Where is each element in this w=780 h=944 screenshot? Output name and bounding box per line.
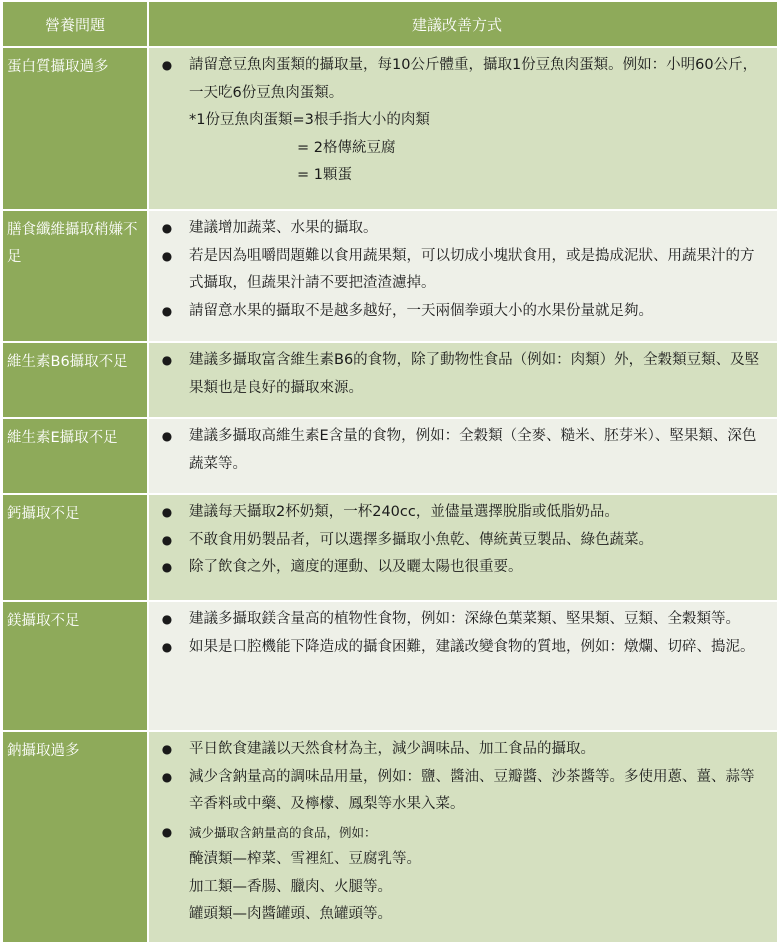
- advice-text: 平日飲食建議以天然食材為主，減少調味品、加工食品的攝取。: [189, 741, 595, 757]
- problem-cell: 鈉攝取過多: [3, 732, 149, 942]
- header-advice: 建議改善方式: [411, 16, 502, 35]
- advice-text: 減少含鈉量高的調味品用量，例如：鹽、醬油、豆瓣醬、沙茶醬等。多使用蔥、薑、蒜等辛香料或中藥、及檸檬、鳳梨等水果入菜。: [189, 768, 755, 812]
- list-item: [149, 634, 765, 662]
- note-line: = 2格傳統豆腐: [297, 139, 396, 156]
- sub-item: 加工類—香腸、臘肉、火腿等。: [189, 878, 392, 895]
- advice-cell: [149, 732, 777, 942]
- list-item: [149, 499, 765, 527]
- bullet-icon: ●: [161, 612, 173, 626]
- bullet-icon: ●: [161, 532, 173, 547]
- table-row: [3, 343, 777, 419]
- table-row: [3, 732, 777, 944]
- advice-text: 請留意豆魚肉蛋類的攝取量，每10公斤體重，攝取1份豆魚肉蛋類。例如：小明60公斤，一天吃6份豆魚肉蛋類。: [189, 57, 758, 101]
- bullet-icon: ●: [161, 742, 173, 756]
- table-row: [3, 48, 777, 211]
- advice-cell: [149, 419, 777, 493]
- advice-text: 不敢食用奶製品者，可以選擇多攝取小魚乾、傳統黃豆製品、綠色蔬菜。: [189, 531, 653, 548]
- bullet-icon: ●: [161, 429, 173, 443]
- advice-cell: [149, 495, 777, 600]
- list-item: [149, 736, 765, 764]
- list-item: [149, 764, 765, 819]
- bullet-icon: ●: [161, 221, 173, 235]
- list-item: [149, 606, 765, 634]
- note-line: = 1顆蛋: [297, 167, 352, 183]
- advice-text: 建議多攝取高維生素E含量的食物，例如：全穀類（全麥、糙米、胚芽米）、堅果類、深色蔬菜等。: [189, 428, 757, 472]
- nutrition-advice-table: [3, 2, 777, 944]
- advice-text: 建議每天攝取2杯奶類，一杯240cc，並儘量選擇脫脂或低脂奶品。: [189, 504, 619, 520]
- advice-text: 建議多攝取富含維生素B6的食物，除了動物性食品（例如：肉類）外，全穀類豆類、及堅果類也是良好的攝取來源。: [189, 352, 760, 396]
- advice-cell: [149, 602, 777, 730]
- list-item: [149, 423, 765, 478]
- bullet-icon: ●: [161, 248, 173, 263]
- list-item: [149, 52, 765, 107]
- sub-item: 醃漬類—榨菜、雪裡紅、豆腐乳等。: [189, 851, 421, 867]
- list-item: [149, 298, 765, 326]
- advice-text: 減少攝取含鈉量高的食品，例如：: [189, 824, 377, 840]
- table-row: [3, 602, 777, 732]
- table-row: [3, 495, 777, 602]
- bullet-icon: ●: [161, 353, 173, 367]
- list-item: [149, 215, 765, 243]
- problem-cell: 維生素B6攝取不足: [3, 343, 149, 417]
- problem-cell: 膳食纖維攝取稍嫌不足: [3, 211, 149, 341]
- advice-text: 除了飲食之外，適度的運動、以及曬太陽也很重要。: [189, 559, 523, 575]
- advice-text: 建議多攝取鎂含量高的植物性食物，例如：深綠色葉菜類、堅果類、豆類、全穀類等。: [189, 611, 740, 627]
- problem-cell: 維生素E攝取不足: [3, 419, 149, 493]
- table-row: [3, 211, 777, 343]
- bullet-icon: ●: [161, 639, 173, 654]
- bullet-icon: ●: [161, 58, 173, 72]
- list-item: [149, 554, 765, 582]
- note-line: *1份豆魚肉蛋類=3根手指大小的肉類: [189, 112, 430, 128]
- list-item: [149, 527, 765, 555]
- advice-cell: [149, 48, 777, 209]
- bullet-icon: ●: [161, 769, 173, 784]
- advice-cell: [149, 211, 777, 341]
- bullet-icon: ●: [161, 560, 173, 574]
- table-header: [3, 2, 777, 48]
- list-item: [149, 347, 765, 402]
- advice-text: 請留意水果的攝取不是越多越好，一天兩個拳頭大小的水果份量就足夠。: [189, 302, 653, 319]
- bullet-icon: ●: [161, 303, 173, 318]
- advice-text: 如果是口腔機能下降造成的攝食困難，建議改變食物的質地，例如：燉爛、切碎、搗泥。: [189, 638, 755, 655]
- bullet-icon: ●: [161, 824, 173, 839]
- table-row: [3, 419, 777, 495]
- problem-cell: 鎂攝取不足: [3, 602, 149, 730]
- problem-cell: 蛋白質攝取過多: [3, 48, 149, 209]
- bullet-icon: ●: [161, 505, 173, 519]
- sub-item: 罐頭類—肉醬罐頭、魚罐頭等。: [189, 906, 392, 922]
- header-problem: 營養問題: [3, 2, 149, 46]
- advice-cell: [149, 343, 777, 417]
- list-item: [149, 819, 765, 847]
- list-item: [149, 243, 765, 298]
- advice-text: 若是因為咀嚼問題難以食用蔬果類，可以切成小塊狀食用，或是搗成泥狀、用蔬果汁的方式攝取，但蔬果汁請不要把渣渣濾掉。: [189, 247, 755, 291]
- problem-cell: 鈣攝取不足: [3, 495, 149, 600]
- advice-text: 建議增加蔬菜、水果的攝取。: [189, 220, 378, 236]
